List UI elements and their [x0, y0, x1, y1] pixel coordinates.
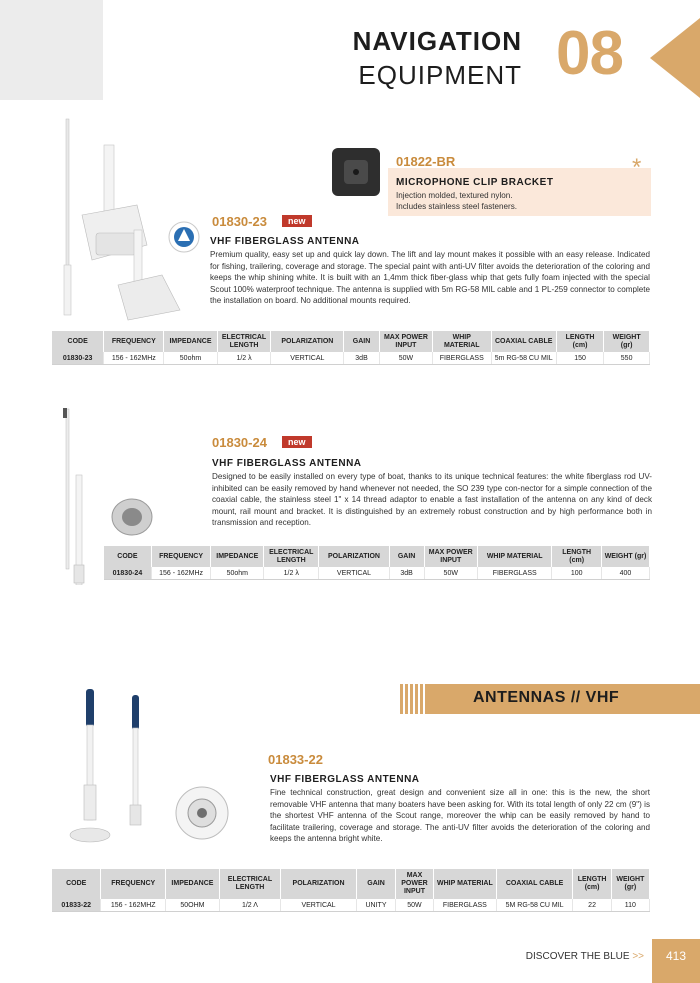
cell-gain: 3dB — [344, 352, 380, 365]
cell-electrical-length: 1/2 λ — [264, 567, 319, 580]
antenna-01833-22-image — [62, 685, 237, 855]
col-code: CODE — [104, 546, 151, 567]
col-polarization: POLARIZATION — [319, 546, 389, 567]
cell-whip-material: FIBERGLASS — [478, 567, 552, 580]
product-name: VHF FIBERGLASS ANTENNA — [212, 458, 362, 469]
col-weight: WEIGHT (gr) — [601, 546, 649, 567]
cell-impedance: 50OHM — [165, 899, 219, 912]
product-description: Fine technical construction, great design and convenient size all in one: this is the new, the short removable VHF antenna that many boaters have been asking for. With its total length of only 22 cm (9") is the shortest VHF antenna of the Scout range, moreover the whip can be easily removed by hand to facilitate trailering, coverage and storage. The anti-UV filter avoids the deterioration of the coloring and keeps the antenna bright white. — [270, 788, 650, 844]
cell-electrical-length: 1/2 λ — [217, 352, 271, 365]
chapter-triangle — [650, 18, 700, 98]
cell-impedance: 50ohm — [164, 352, 217, 365]
cell-weight: 550 — [604, 352, 650, 365]
cell-length: 100 — [552, 567, 602, 580]
col-frequency: FREQUENCY — [104, 331, 164, 352]
table-header-row — [52, 331, 650, 352]
page-title-line1: NAVIGATION — [352, 26, 522, 56]
product-name: VHF FIBERGLASS ANTENNA — [270, 774, 420, 785]
bracket-code: 01822-BR — [396, 154, 456, 169]
col-max-power: MAX POWER INPUT — [424, 546, 478, 567]
col-length: LENGTH (cm) — [573, 869, 611, 899]
col-gain: GAIN — [357, 869, 396, 899]
col-length: LENGTH (cm) — [552, 546, 602, 567]
spec-table-01833-22 — [52, 869, 650, 912]
col-coaxial-cable: COAXIAL CABLE — [491, 331, 556, 352]
table-row — [52, 899, 650, 912]
footer-arrows: >> — [632, 951, 644, 962]
cell-polarization: VERTICAL — [281, 899, 357, 912]
microphone-clip-bracket-image — [330, 146, 382, 198]
col-electrical-length: ELECTRICAL LENGTH — [264, 546, 319, 567]
col-whip-material: WHIP MATERIAL — [478, 546, 552, 567]
section-banner-label: ANTENNAS // VHF — [473, 689, 620, 706]
cell-gain: UNITY — [357, 899, 396, 912]
cell-length: 150 — [556, 352, 603, 365]
cell-frequency: 156 - 162MHz — [104, 352, 164, 365]
col-gain: GAIN — [344, 331, 380, 352]
col-gain: GAIN — [389, 546, 424, 567]
cell-length: 22 — [573, 899, 611, 912]
col-electrical-length: ELECTRICAL LENGTH — [219, 869, 280, 899]
table-row — [52, 352, 650, 365]
col-coaxial-cable: COAXIAL CABLE — [496, 869, 573, 899]
table-header-row — [52, 869, 650, 899]
bracket-desc-line1: Injection molded, textured nylon. — [396, 191, 513, 200]
spec-table-01830-24 — [104, 546, 650, 580]
cell-frequency: 156 - 162MHZ — [101, 899, 166, 912]
col-impedance: IMPEDANCE — [211, 546, 264, 567]
corner-block — [0, 0, 103, 100]
cell-coaxial-cable: 5M RG-58 CU MIL — [496, 899, 573, 912]
cell-code: 01833-22 — [52, 899, 101, 912]
col-length: LENGTH (cm) — [556, 331, 603, 352]
banner-stripes — [398, 684, 428, 714]
cell-weight: 400 — [601, 567, 649, 580]
col-electrical-length: ELECTRICAL LENGTH — [217, 331, 271, 352]
cell-code: 01830-24 — [104, 567, 151, 580]
col-whip-material: WHIP MATERIAL — [433, 331, 491, 352]
product-code-01830-23: 01830-23 — [212, 214, 267, 229]
cell-code: 01830-23 — [52, 352, 104, 365]
col-polarization: POLARIZATION — [281, 869, 357, 899]
col-weight: WEIGHT (gr) — [604, 331, 650, 352]
new-badge: new — [282, 215, 312, 227]
cell-max-power: 50W — [379, 352, 432, 365]
product-description: Designed to be easily installed on every type of boat, thanks to its unique technical features: the white fiberglass rod UV-inhibited can be easily removed by hand whenever not needed, the SO 239 type con-nector for a simple connection of the coaxial cable, the stainless steel 1" x 14 thread adaptor to enable a fast installation of the antenna on any kind of deck mount, rail mount and bracket. It is distinguished by an extremely robust construction and by high performance both in transmission and reception. — [212, 472, 652, 528]
col-impedance: IMPEDANCE — [165, 869, 219, 899]
cell-max-power: 50W — [395, 899, 433, 912]
cell-impedance: 50ohm — [211, 567, 264, 580]
cell-coaxial-cable: 5m RG-58 CU MIL — [491, 352, 556, 365]
cell-electrical-length: 1/2 Λ — [219, 899, 280, 912]
cell-polarization: VERTICAL — [319, 567, 389, 580]
spec-table-01830-23 — [52, 331, 650, 365]
antenna-01830-23-image — [52, 115, 212, 325]
cell-gain: 3dB — [389, 567, 424, 580]
col-max-power: MAX POWER INPUT — [395, 869, 433, 899]
col-code: CODE — [52, 869, 101, 899]
col-code: CODE — [52, 331, 104, 352]
chapter-number: 08 — [556, 19, 623, 88]
col-impedance: IMPEDANCE — [164, 331, 217, 352]
section-banner — [398, 684, 700, 714]
product-name: VHF FIBERGLASS ANTENNA — [210, 236, 360, 247]
product-description: Premium quality, easy set up and quick lay down. The lift and lay mount makes it possible with an easy release. Indicated for fishing, trailering, coverage and storage. The special paint with anti-UV filter avoids the deterioration of the coloring and keeps the whip shining white. It is built with an 1,4mm thick fiber-glass whip that gets fully foam injected with the special Scout 100% waterproof technique. The antenna is supplied with 5m RG-58 MIL cable and 1 PL-259 connector to complete the installation on board. No additional mounts required. — [210, 250, 650, 306]
cell-frequency: 156 - 162MHz — [151, 567, 210, 580]
bracket-desc-line2: Includes stainless steel fasteners. — [396, 202, 518, 211]
cell-polarization: VERTICAL — [271, 352, 344, 365]
cell-whip-material: FIBERGLASS — [433, 352, 491, 365]
cell-max-power: 50W — [424, 567, 478, 580]
new-badge: new — [282, 436, 312, 448]
col-weight: WEIGHT (gr) — [611, 869, 649, 899]
asterisk-mark: * — [632, 154, 642, 181]
page-number: 413 — [652, 939, 700, 983]
bracket-name: MICROPHONE CLIP BRACKET — [396, 177, 554, 188]
col-frequency: FREQUENCY — [151, 546, 210, 567]
footer-slogan — [526, 951, 644, 962]
col-whip-material: WHIP MATERIAL — [433, 869, 496, 899]
product-code-01833-22: 01833-22 — [268, 752, 323, 767]
col-max-power: MAX POWER INPUT — [379, 331, 432, 352]
table-header-row — [104, 546, 650, 567]
footer-text: DISCOVER THE BLUE — [525, 951, 630, 962]
cell-weight: 110 — [611, 899, 649, 912]
product-code-01830-24: 01830-24 — [212, 435, 267, 450]
cell-whip-material: FIBERGLASS — [433, 899, 496, 912]
table-row — [104, 567, 650, 580]
col-frequency: FREQUENCY — [101, 869, 166, 899]
page-title-line2: EQUIPMENT — [358, 60, 522, 90]
col-polarization: POLARIZATION — [271, 331, 344, 352]
